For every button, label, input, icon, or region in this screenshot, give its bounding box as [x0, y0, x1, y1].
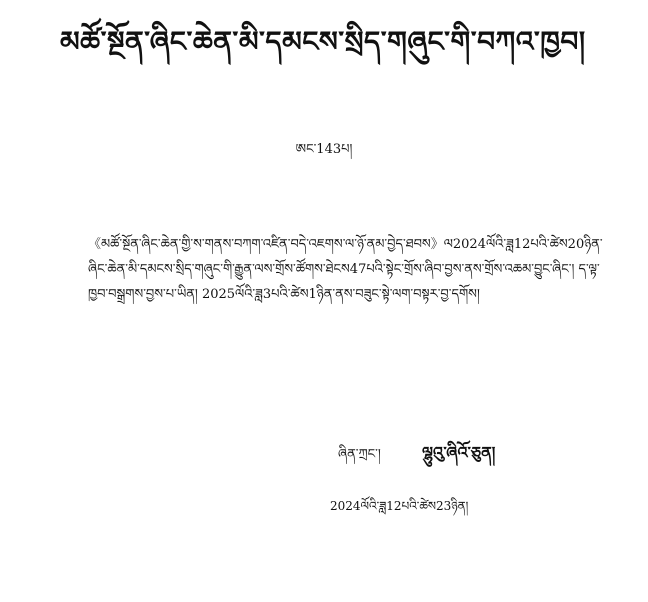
document-number: ཨང་143པ། [295, 142, 353, 157]
document-date: 2024ལོའི་ཟླ12པའི་ཚེས23ཉིན། [330, 499, 469, 513]
signature-block [338, 436, 598, 476]
document-body [88, 232, 603, 307]
signature-label: ཞིན་ཀྲང་། [338, 447, 381, 462]
document-title: མཚོ་སྔོན་ཞིང་ཆེན་མི་དམངས་སྲིད་གཞུང་གི་བཀའ་ཁྱབ། [60, 25, 586, 58]
signature-name: ལྷུའུ་ཞིའོ་ཅུན། [422, 443, 496, 462]
body-paragraph: 《མཚོ་སྔོན་ཞིང་ཆེན་གྱི་ས་གནས་བཀག་འཛིན་བདེ་འཇགས་ལ་ཉོ་ནམ་བྱེད་ཐབས》ལ2024ལོའི་ཟླ12པའི་ཚེས20ཉིན་ཞིང་ཆེན་མི་དམངས་སྲིད་གཞུང་གི་རྒྱུན་ལས་གྲོས་ཚོགས་ཐེངས47པའི་སྟེང་གྲོས་ཞིབ་བྱས་ནས་གྲོས་འཆམ་བྱུང་ཞིང་། ད་ལྟ་ཁྱབ་བསྒྲགས་བྱས་པ་ཡིན། 2025ལོའི་ཟླ3པའི་ཚེས1ཉིན་ནས་བཟུང་སྟེ་ལག་བསྟར་བྱ་དགོས། [88, 237, 603, 302]
